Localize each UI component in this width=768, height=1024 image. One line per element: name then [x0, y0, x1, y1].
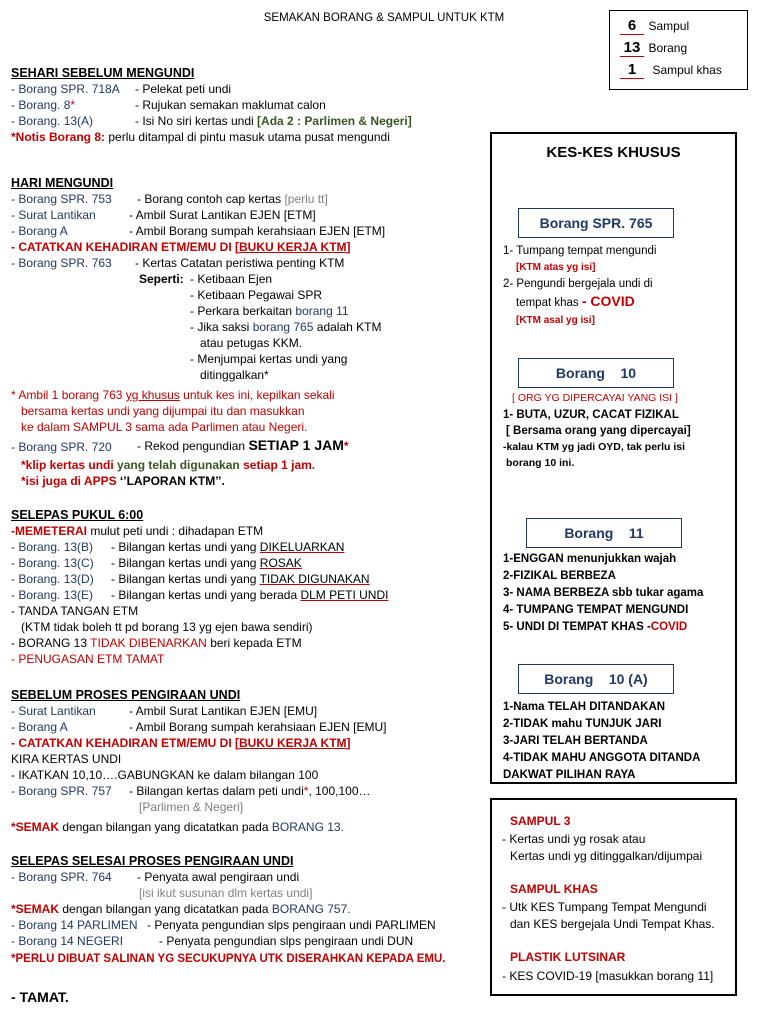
count-borang	[620, 39, 687, 57]
note-text: setiap 1 jam.	[243, 458, 316, 472]
form-desc: - Bilangan kertas undi yang	[111, 556, 257, 570]
sec4-row	[11, 704, 318, 719]
section-heading: HARI MENGUNDI	[11, 176, 114, 190]
note-text: perlu ditampal di pintu masuk utama pusat mengundi	[108, 130, 390, 144]
case-item: -kalau KTM yg jadi OYD, tak perlu isi	[503, 441, 686, 453]
envelope-title: SAMPUL KHAS	[510, 882, 598, 896]
covid-tag: - COVID	[581, 293, 635, 309]
count-sampul-khas	[620, 61, 722, 79]
sec5-row	[11, 934, 414, 949]
sec2-row	[11, 240, 351, 255]
form-desc: - Rekod pengundian	[137, 439, 246, 453]
form-code: - Borang SPR. 753	[11, 192, 112, 206]
form-code: - Borang SPR. 720	[11, 440, 112, 454]
case-item: borang 10 ini.	[506, 457, 575, 469]
note-text: * Ambil 1 borang 763	[11, 388, 123, 402]
sec3-row	[11, 636, 302, 651]
note-form: BORANG 13.	[271, 820, 344, 834]
form-code: - Borang SPR. 763	[11, 256, 112, 270]
sec3-row: (KTM tidak boleh tt pd borang 13 yg ejen bawa sendiri)	[21, 620, 313, 634]
sub-item-text: - Perkara berkaitan	[190, 304, 293, 318]
sub-item	[190, 320, 381, 335]
form-desc: - Bilangan kertas undi yang	[111, 572, 257, 586]
sec2-row	[11, 192, 328, 207]
form-code: - Borang. 13(C)	[11, 556, 94, 570]
asterisk: *	[303, 784, 309, 798]
asterisk: *	[70, 98, 76, 112]
envelope-item: Kertas undi yg ditinggalkan/dijumpai	[510, 849, 703, 863]
asterisk: *	[343, 439, 349, 453]
sec2-note: bersama kertas undi yang dijumpai itu dan masukkan	[21, 404, 305, 418]
form-desc: - Penyata awal pengiraan undi	[137, 870, 300, 884]
envelope-item: - Kertas undi yg rosak atau	[502, 832, 646, 846]
count-label: Borang	[648, 41, 688, 55]
seal-text: mulut peti undi : dihadapan ETM	[90, 524, 264, 538]
section-heading: SELEPAS SELESAI PROSES PENGIRAAN UNDI	[11, 854, 294, 868]
envelope-item: dan KES bergejala Undi Tempat Khas.	[510, 917, 715, 931]
form-desc: - Ambil Surat Lantikan EJEN [EMU]	[129, 704, 318, 718]
sub-item-form: borang 765	[252, 320, 314, 334]
case-item: [ Bersama orang yang dipercayai]	[506, 425, 691, 437]
note-text: ‘’LAPORAN KTM’’.	[119, 474, 225, 488]
sec2-row	[11, 256, 345, 271]
count-sampul	[620, 17, 689, 35]
note-text: dengan bilangan yang dicatatkan pada	[62, 902, 269, 916]
note-text: dengan bilangan yang dicatatkan pada	[62, 820, 269, 834]
attendance-book: BUKU KERJA KTM	[238, 736, 347, 750]
note-form: BORANG 757.	[271, 902, 351, 916]
form-emph: ROSAK	[259, 556, 302, 570]
sec1-row	[11, 82, 232, 97]
form-desc: - Penyata pengundian slps pengiraan undi PARLIMEN	[147, 918, 436, 932]
case-text: tempat khas	[516, 297, 579, 309]
form-emph: TIDAK DIBENARKAN	[90, 636, 207, 650]
form-code: - Surat Lantikan	[11, 704, 96, 718]
sec5-row	[11, 870, 300, 885]
sec3-row	[11, 524, 263, 539]
section-heading: SELEPAS PUKUL 6:00	[11, 508, 144, 522]
case-text: 5- UNDI DI TEMPAT KHAS -	[503, 621, 651, 633]
form-note: [perlu tt]	[284, 192, 328, 206]
form-emph: SETIAP 1 JAM	[248, 437, 344, 453]
special-cases-box	[490, 132, 737, 784]
form-code: - Borang A	[11, 224, 68, 238]
count-number: 1	[620, 61, 644, 79]
form-emph: DLM PETI UNDI	[300, 588, 389, 602]
form-10-label: Borang 10	[518, 358, 674, 388]
case-item: 4-TIDAK MAHU ANGGOTA DITANDA	[503, 752, 701, 764]
count-number: 13	[620, 39, 644, 57]
sec2-row	[11, 224, 386, 239]
sec1-note	[11, 130, 390, 145]
sub-item: - Ketibaan Pegawai SPR	[190, 288, 323, 302]
sec4-row: [Parlimen & Negeri]	[139, 800, 244, 814]
case-note: [KTM atas yg isi]	[516, 262, 596, 273]
form-code: - Borang SPR. 764	[11, 870, 112, 884]
section-heading: SEHARI SEBELUM MENGUNDI	[11, 66, 195, 80]
note-emph: yg khusus	[125, 388, 180, 402]
case-item: 1- Tumpang tempat mengundi	[503, 245, 657, 257]
sec4-note	[11, 820, 344, 835]
case-item: 1-ENGGAN menunjukkan wajah	[503, 553, 677, 565]
sec1-row	[11, 98, 326, 113]
form-code: - BORANG 13	[11, 636, 88, 650]
case-item: 1- BUTA, UZUR, CACAT FIZIKAL	[503, 409, 679, 421]
count-number: 6	[620, 17, 644, 35]
sec5-note: *PERLU DIBUAT SALINAN YG SECUKUPNYA UTK DISERAHKAN KEPADA EMU.	[11, 953, 446, 965]
note-text: yang telah digunakan	[117, 458, 240, 472]
form-desc: - Ambil Surat Lantikan EJEN [ETM]	[129, 208, 316, 222]
attendance-text: - CATATKAN KEHADIRAN ETM/EMU DI [	[11, 736, 239, 750]
envelope-item: - Utk KES Tumpang Tempat Mengundi	[502, 900, 707, 914]
sub-item: - Ketibaan Ejen	[190, 272, 273, 286]
sub-item: atau petugas KKM.	[200, 336, 303, 350]
note-text: *klip kertas undi	[21, 458, 114, 472]
end-marker: - TAMAT.	[11, 989, 69, 1005]
sec1-row	[11, 114, 412, 129]
form-code: - Borang. 13(D)	[11, 572, 94, 586]
covid-tag: COVID	[650, 621, 688, 633]
case-item: 1-Nama TELAH DITANDAKAN	[503, 701, 666, 713]
form-emph: TIDAK DIGUNAKAN	[259, 572, 370, 586]
sec4-row	[11, 784, 371, 799]
case-item: 2- Pengundi bergejala undi di	[503, 278, 653, 290]
sec2-note	[11, 388, 335, 403]
sub-item-form: borang 11	[295, 304, 349, 318]
sec2-note: ke dalam SAMPUL 3 sama ada Parlimen atau Negeri.	[21, 420, 308, 434]
form-code: - Surat Lantikan	[11, 208, 96, 222]
note-label: *Notis Borang 8:	[11, 130, 106, 144]
case-item: 2-FIZIKAL BERBEZA	[503, 570, 616, 582]
note-label: *SEMAK	[11, 902, 60, 916]
form-10a-label: Borang 10 (A)	[518, 664, 674, 694]
sec2-note	[21, 474, 225, 489]
case-item: 3-JARI TELAH BERTANDA	[503, 735, 648, 747]
sub-item	[190, 304, 349, 319]
form-code: - Borang. 13(B)	[11, 540, 94, 554]
form-emph: DIKELUARKAN	[259, 540, 345, 554]
case-item	[516, 294, 635, 310]
sec3-row	[11, 540, 345, 555]
sec4-row: - IKATKAN 10,10….GABUNGKAN ke dalam bilangan 100	[11, 768, 319, 782]
sec2-row	[11, 437, 349, 455]
case-item: DAKWAT PILIHAN RAYA	[503, 769, 636, 781]
form-code: - Borang. 13(E)	[11, 588, 94, 602]
note-text: untuk kes ini, kepilkan sekali	[183, 388, 335, 402]
sec3-row: - PENUGASAN ETM TAMAT	[11, 652, 165, 666]
case-item: 3- NAMA BERBEZA sbb tukar agama	[503, 587, 704, 599]
sub-item-text: - Jika saksi	[190, 320, 250, 334]
form-desc: - Pelekat peti undi	[135, 82, 232, 96]
bracket: ]	[346, 736, 351, 750]
form-desc: - Ambil Borang sumpah kerahsiaan EJEN [EMU]	[129, 720, 387, 734]
form-desc: - Bilangan kertas undi yang berada	[111, 588, 298, 602]
envelope-item: - KES COVID-19 [masukkan borang 11]	[502, 969, 714, 983]
sec4-row	[11, 720, 387, 735]
form-765-label: Borang SPR. 765	[518, 208, 674, 238]
form-desc: - Bilangan kertas dalam peti undi	[129, 784, 304, 798]
attendance-book: BUKU KERJA KTM	[238, 240, 347, 254]
sub-item-text: adalah KTM	[316, 320, 382, 334]
count-label: Sampul	[648, 19, 690, 33]
form-code: - Borang SPR. 757	[11, 784, 112, 798]
counts-box	[609, 10, 748, 90]
case-item	[503, 620, 687, 634]
case-item: 4- TUMPANG TEMPAT MENGUNDI	[503, 604, 689, 616]
form-desc: beri kepada ETM	[210, 636, 302, 650]
form-desc: - Bilangan kertas undi yang	[111, 540, 257, 554]
sub-item: - Menjumpai kertas undi yang	[190, 352, 348, 366]
sec4-row	[11, 736, 351, 751]
form-code: - Borang SPR. 718A	[11, 82, 120, 96]
sec5-row	[11, 918, 436, 933]
form-code: - Borang. 13(A)	[11, 114, 94, 128]
form-11-label: Borang 11	[526, 518, 682, 548]
form-desc: - Kertas Catatan peristiwa penting KTM	[135, 256, 345, 270]
sec5-note	[11, 902, 351, 917]
sec3-row: - TANDA TANGAN ETM	[11, 604, 139, 618]
sec3-row	[11, 556, 302, 571]
case-item: 2-TIDAK mahu TUNJUK JARI	[503, 718, 662, 730]
sec5-row: [isi ikut susunan dlm kertas undi]	[139, 886, 313, 900]
form-desc: - Rujukan semakan maklumat calon	[135, 98, 326, 112]
form-desc: - Penyata pengundian slps pengiraan undi DUN	[159, 934, 414, 948]
form-code: - Borang 14 NEGERI	[11, 934, 124, 948]
envelope-box	[490, 798, 737, 996]
case-note: [ ORG YG DIPERCAYAI YANG ISI ]	[512, 392, 678, 404]
sec2-row	[11, 208, 316, 223]
page-title: SEMAKAN BORANG & SAMPUL UNTUK KTM	[263, 12, 505, 24]
sec4-row: KIRA KERTAS UNDI	[11, 752, 122, 766]
form-desc: - Ambil Borang sumpah kerahsiaan EJEN [ETM]	[129, 224, 386, 238]
seperti-label: Seperti:	[139, 272, 184, 286]
count-label: Sampul khas	[652, 63, 722, 77]
sec2-note	[21, 458, 315, 473]
form-code: - Borang A	[11, 720, 68, 734]
attendance-text: - CATATKAN KEHADIRAN ETM/EMU DI [	[11, 240, 239, 254]
form-code: - Borang. 8	[11, 98, 71, 112]
case-note: [KTM asal yg isi]	[516, 315, 595, 326]
sec3-row	[11, 588, 389, 603]
sub-item: ditinggalkan*	[200, 368, 269, 382]
envelope-title: SAMPUL 3	[510, 814, 571, 828]
form-desc: , 100,100…	[308, 784, 371, 798]
form-code: - Borang 14 PARLIMEN	[11, 918, 138, 932]
section-heading: SEBELUM PROSES PENGIRAAN UNDI	[11, 688, 241, 702]
form-desc: - Isi No siri kertas undi	[135, 114, 254, 128]
special-cases-title: KES-KES KHUSUS	[546, 144, 681, 161]
envelope-title: PLASTIK LUTSINAR	[510, 950, 626, 964]
seal-label: -MEMETERAI	[11, 524, 87, 538]
note-label: *SEMAK	[11, 820, 60, 834]
bracket: ]	[346, 240, 351, 254]
note-text: *isi juga di APPS	[21, 474, 117, 488]
form-note: [Ada 2 : Parlimen & Negeri]	[257, 114, 412, 128]
form-desc: - Borang contoh cap kertas	[137, 192, 282, 206]
sec3-row	[11, 572, 370, 587]
